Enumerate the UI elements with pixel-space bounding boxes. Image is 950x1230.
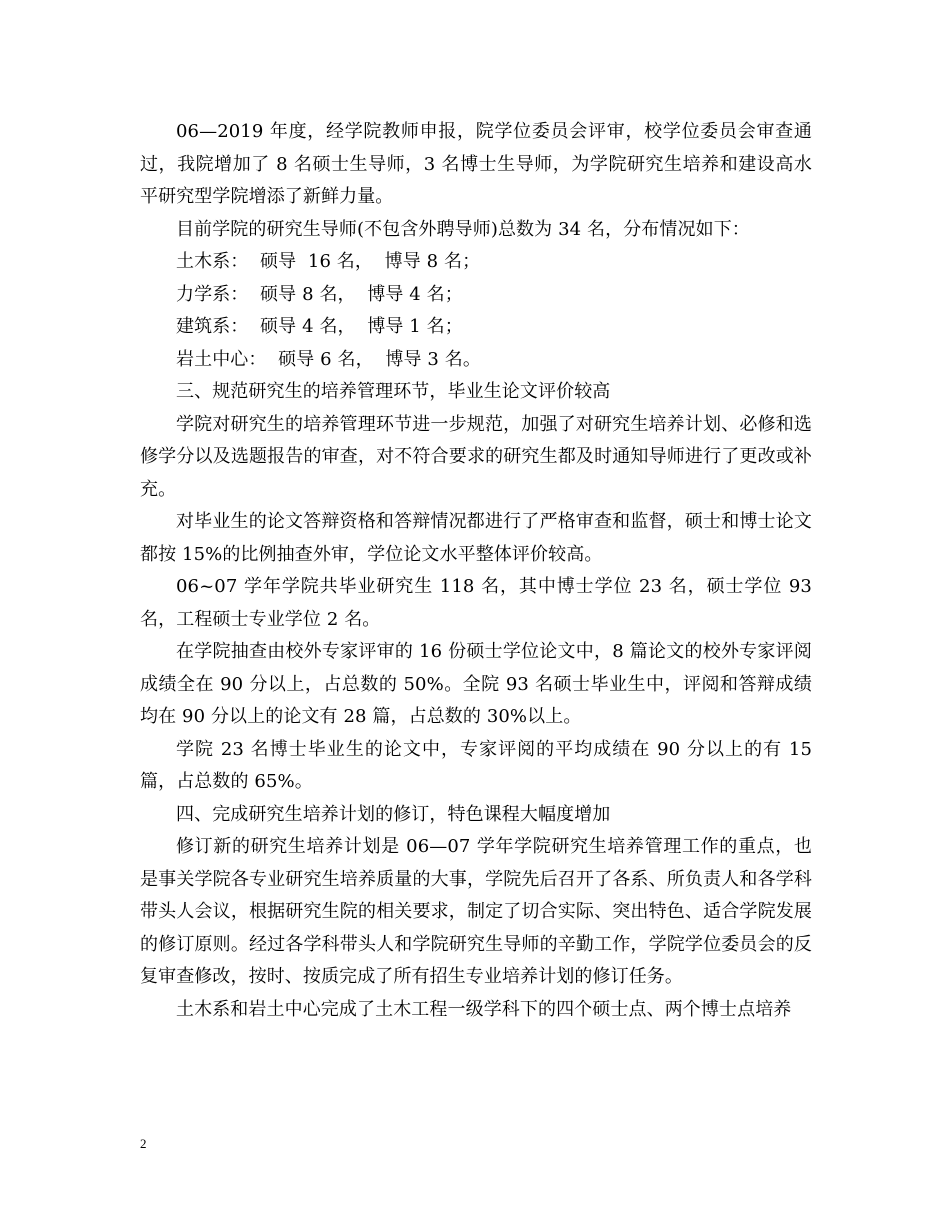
paragraph-civil-geotech: 土木系和岩土中心完成了土木工程一级学科下的四个硕士点、两个博士点培养 — [176, 998, 792, 1020]
document-body — [140, 116, 812, 1026]
advisor-dist-civil: 土木系： 硕导 16 名， 博导 8 名； — [176, 251, 481, 272]
paragraph-management: 学院对研究生的培养管理环节进一步规范，加强了对研究生培养计划、必修和选修学分以及选题报告的审查，对不符合要求的研究生都及时通知导师进行了更改或补充。 — [140, 413, 812, 500]
advisor-dist-geotech: 岩土中心： 硕导 6 名， 博导 3 名。 — [176, 348, 481, 370]
advisor-dist-architecture: 建筑系： 硕导 4 名， 博导 1 名； — [176, 316, 463, 337]
advisor-dist-mechanics: 力学系： 硕导 8 名， 博导 4 名； — [176, 283, 463, 305]
section-heading-4: 四、完成研究生培养计划的修订，特色课程大幅度增加 — [176, 803, 611, 825]
paragraph-advisor-total: 目前学院的研究生导师(不包含外聘导师)总数为 34 名，分布情况如下： — [176, 218, 750, 240]
paragraph-graduates: 06~07 学年学院共毕业研究生 118 名，其中博士学位 23 名，硕士学位 93 名，工程硕士专业学位 2 名。 — [140, 576, 812, 630]
paragraph-phd-scores: 学院 23 名博士毕业生的论文中，专家评阅的平均成绩在 90 分以上的有 15 篇，占总数的 65%。 — [140, 738, 812, 792]
paragraph-thesis-review: 对毕业生的论文答辩资格和答辩情况都进行了严格审查和监督，硕士和博士论文都按 15%的比例抽查外审，学位论文水平整体评价较高。 — [140, 511, 812, 565]
paragraph-advisor-increase: 06—2019 年度，经学院教师申报，院学位委员会评审，校学位委员会审查通过，我院增加了 8 名硕士生导师，3 名博士生导师，为学院研究生培养和建设高水平研究型学院增添了新鲜力量。 — [140, 121, 812, 207]
page-number: 2 — [140, 1136, 147, 1151]
paragraph-plan-revision: 修订新的研究生培养计划是 06—07 学年学院研究生培养管理工作的重点，也是事关学院各专业研究生培养质量的大事，学院先后召开了各系、所负责人和各学科带头人会议，根据研究生院的相关要求，制定了切合实际、突出特色、适合学院发展的修订原则。经过各学科带头人和学院研究生导师的辛勤工作，学院学位委员会的反复审查修改，按时、按质完成了所有招生专业培养计划的修订任务。 — [140, 836, 812, 987]
section-heading-3: 三、规范研究生的培养管理环节，毕业生论文评价较高 — [176, 381, 611, 402]
paragraph-master-scores: 在学院抽查由校外专家评审的 16 份硕士学位论文中，8 篇论文的校外专家评阅成绩全在 90 分以上，占总数的 50%。全院 93 名硕士毕业生中，评阅和答辩成绩均在 90 分以上的论文有 28 篇，占总数的 30%以上。 — [140, 641, 812, 727]
